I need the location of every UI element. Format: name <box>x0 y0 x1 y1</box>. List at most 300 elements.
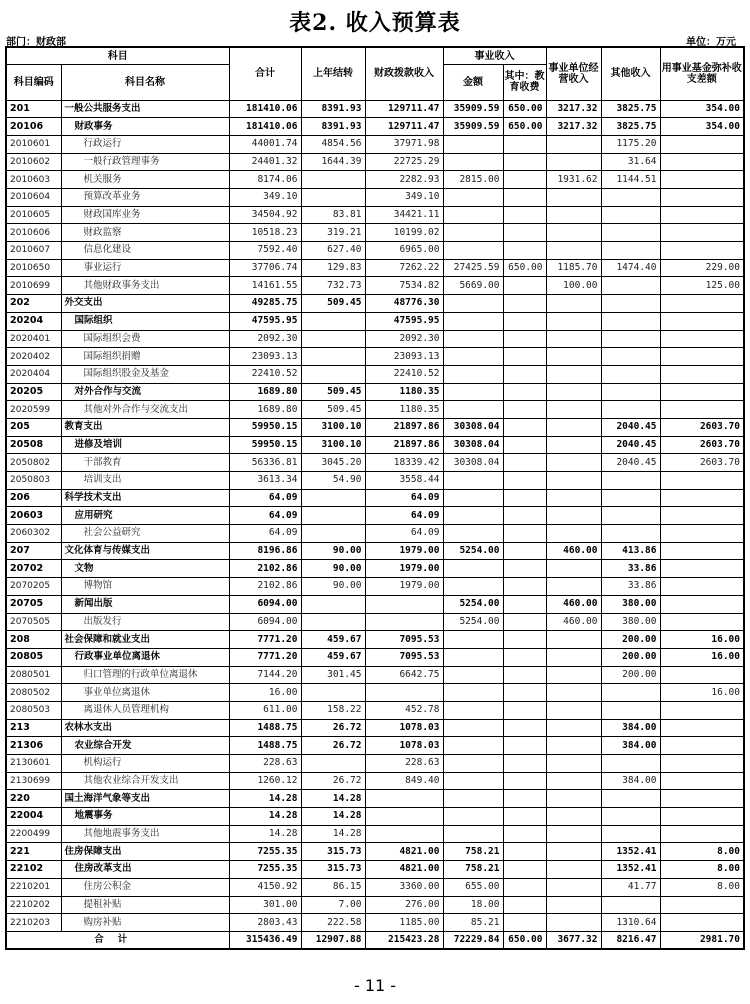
row-carryover <box>301 365 365 383</box>
row-operating <box>546 189 601 207</box>
row-other <box>601 489 660 507</box>
header-name: 科目名称 <box>61 65 229 100</box>
row-biz-amount <box>443 737 503 755</box>
row-carryover <box>301 595 365 613</box>
row-total: 64.09 <box>229 525 301 543</box>
row-carryover: 14.28 <box>301 790 365 808</box>
row-total: 349.10 <box>229 189 301 207</box>
row-total: 44001.74 <box>229 135 301 153</box>
row-biz-edu <box>503 825 546 843</box>
row-biz-amount: 35909.59 <box>443 118 503 136</box>
row-biz-edu <box>503 348 546 366</box>
row-code: 2200499 <box>6 825 61 843</box>
row-fiscal: 228.63 <box>365 755 443 773</box>
row-fiscal: 47595.95 <box>365 312 443 330</box>
row-name: 财政事务 <box>61 118 229 136</box>
row-name: 一般行政管理事务 <box>61 153 229 171</box>
row-fiscal: 1078.03 <box>365 719 443 737</box>
row-carryover <box>301 507 365 525</box>
row-fiscal: 276.00 <box>365 896 443 914</box>
row-fiscal: 1979.00 <box>365 542 443 560</box>
row-fund: 16.00 <box>660 648 744 666</box>
row-other <box>601 277 660 295</box>
header-biz-edu: 其中：教育收费 <box>503 65 546 100</box>
row-name: 事业运行 <box>61 259 229 277</box>
row-operating <box>546 896 601 914</box>
row-biz-amount <box>443 401 503 419</box>
row-carryover <box>301 330 365 348</box>
row-code: 22102 <box>6 861 61 879</box>
row-fund: 16.00 <box>660 631 744 649</box>
row-fund <box>660 772 744 790</box>
row-name: 事业单位离退休 <box>61 684 229 702</box>
total-total: 315436.49 <box>229 931 301 949</box>
row-total: 4150.92 <box>229 878 301 896</box>
row-operating <box>546 914 601 932</box>
row-name: 行政事业单位离退休 <box>61 648 229 666</box>
row-biz-amount: 27425.59 <box>443 259 503 277</box>
row-operating <box>546 808 601 826</box>
row-fiscal <box>365 790 443 808</box>
row-fund <box>660 525 744 543</box>
row-operating <box>546 365 601 383</box>
row-operating: 460.00 <box>546 595 601 613</box>
table-row <box>6 737 744 755</box>
row-other: 3825.75 <box>601 100 660 118</box>
row-name: 财政监察 <box>61 224 229 242</box>
row-total: 7771.20 <box>229 631 301 649</box>
row-operating <box>546 348 601 366</box>
row-total: 1488.75 <box>229 737 301 755</box>
row-total: 6094.00 <box>229 613 301 631</box>
row-biz-amount: 18.00 <box>443 896 503 914</box>
table-row <box>6 189 744 207</box>
row-biz-amount <box>443 348 503 366</box>
row-total: 34504.92 <box>229 206 301 224</box>
row-total: 7255.35 <box>229 843 301 861</box>
table-row <box>6 631 744 649</box>
total-operating: 3677.32 <box>546 931 601 949</box>
row-total: 301.00 <box>229 896 301 914</box>
header-carryover: 上年结转 <box>301 47 365 100</box>
row-biz-amount: 30308.04 <box>443 454 503 472</box>
row-other <box>601 755 660 773</box>
row-other: 1352.41 <box>601 861 660 879</box>
row-carryover: 459.67 <box>301 648 365 666</box>
row-code: 213 <box>6 719 61 737</box>
table-row <box>6 666 744 684</box>
row-biz-amount <box>443 224 503 242</box>
row-other <box>601 383 660 401</box>
row-fiscal: 2092.30 <box>365 330 443 348</box>
row-operating: 3217.32 <box>546 118 601 136</box>
row-operating <box>546 578 601 596</box>
table-row <box>6 613 744 631</box>
row-carryover: 315.73 <box>301 861 365 879</box>
row-fund <box>660 472 744 490</box>
row-fund <box>660 401 744 419</box>
row-operating <box>546 701 601 719</box>
table-row <box>6 684 744 702</box>
row-biz-edu <box>503 578 546 596</box>
table-header <box>6 47 744 100</box>
row-biz-amount <box>443 365 503 383</box>
row-other <box>601 312 660 330</box>
row-operating <box>546 525 601 543</box>
table-row <box>6 206 744 224</box>
row-total: 8174.06 <box>229 171 301 189</box>
table-row <box>6 472 744 490</box>
row-code: 2130699 <box>6 772 61 790</box>
row-code: 2010606 <box>6 224 61 242</box>
row-fiscal: 129711.47 <box>365 100 443 118</box>
department-label: 部门：财政部 <box>6 37 66 48</box>
row-total: 181410.06 <box>229 118 301 136</box>
row-other <box>601 295 660 313</box>
row-code: 2020599 <box>6 401 61 419</box>
row-fund <box>660 153 744 171</box>
row-biz-edu <box>503 489 546 507</box>
row-other <box>601 790 660 808</box>
row-fund: 354.00 <box>660 100 744 118</box>
row-carryover: 90.00 <box>301 542 365 560</box>
row-fund <box>660 224 744 242</box>
row-code: 2010650 <box>6 259 61 277</box>
row-biz-edu <box>503 542 546 560</box>
row-name: 博物馆 <box>61 578 229 596</box>
row-biz-amount <box>443 489 503 507</box>
row-name: 国土海洋气象等支出 <box>61 790 229 808</box>
table-row <box>6 755 744 773</box>
row-biz-edu: 650.00 <box>503 100 546 118</box>
row-carryover: 319.21 <box>301 224 365 242</box>
row-operating <box>546 825 601 843</box>
row-name: 其他财政事务支出 <box>61 277 229 295</box>
row-code: 20508 <box>6 436 61 454</box>
row-other: 33.86 <box>601 578 660 596</box>
row-biz-amount: 5254.00 <box>443 613 503 631</box>
row-carryover: 509.45 <box>301 295 365 313</box>
row-other <box>601 242 660 260</box>
row-code: 2010699 <box>6 277 61 295</box>
row-fund <box>660 560 744 578</box>
row-biz-edu <box>503 206 546 224</box>
row-fiscal: 2282.93 <box>365 171 443 189</box>
row-carryover <box>301 755 365 773</box>
row-carryover <box>301 613 365 631</box>
row-biz-edu: 650.00 <box>503 259 546 277</box>
row-operating <box>546 312 601 330</box>
table-body <box>6 100 744 931</box>
row-total: 14161.55 <box>229 277 301 295</box>
row-other: 380.00 <box>601 595 660 613</box>
table-row <box>6 808 744 826</box>
row-biz-amount: 85.21 <box>443 914 503 932</box>
row-name: 新闻出版 <box>61 595 229 613</box>
row-fiscal: 48776.30 <box>365 295 443 313</box>
row-biz-amount: 5254.00 <box>443 542 503 560</box>
row-total: 37706.74 <box>229 259 301 277</box>
row-fund <box>660 719 744 737</box>
row-fiscal: 1185.00 <box>365 914 443 932</box>
row-fiscal: 6965.00 <box>365 242 443 260</box>
row-code: 2130601 <box>6 755 61 773</box>
row-fiscal: 34421.11 <box>365 206 443 224</box>
row-other <box>601 365 660 383</box>
row-operating <box>546 790 601 808</box>
row-carryover: 90.00 <box>301 578 365 596</box>
row-biz-amount <box>443 507 503 525</box>
row-code: 2210203 <box>6 914 61 932</box>
header-other: 其他收入 <box>601 47 660 100</box>
row-fund: 8.00 <box>660 843 744 861</box>
row-name: 进修及培训 <box>61 436 229 454</box>
row-biz-edu <box>503 153 546 171</box>
row-other <box>601 330 660 348</box>
row-total: 7255.35 <box>229 861 301 879</box>
row-name: 国际组织股金及基金 <box>61 365 229 383</box>
row-name: 国际组织捐赠 <box>61 348 229 366</box>
row-operating <box>546 755 601 773</box>
row-name: 提租补贴 <box>61 896 229 914</box>
row-fund <box>660 383 744 401</box>
row-total: 2092.30 <box>229 330 301 348</box>
row-biz-edu <box>503 613 546 631</box>
row-other: 200.00 <box>601 631 660 649</box>
row-fiscal: 7262.22 <box>365 259 443 277</box>
row-fiscal <box>365 595 443 613</box>
row-operating <box>546 507 601 525</box>
row-other: 3825.75 <box>601 118 660 136</box>
row-carryover <box>301 171 365 189</box>
row-biz-amount <box>443 719 503 737</box>
row-fiscal: 4821.00 <box>365 843 443 861</box>
row-biz-edu <box>503 684 546 702</box>
row-carryover <box>301 489 365 507</box>
row-biz-edu <box>503 242 546 260</box>
table-row <box>6 560 744 578</box>
row-biz-amount: 655.00 <box>443 878 503 896</box>
row-biz-edu <box>503 666 546 684</box>
row-total: 6094.00 <box>229 595 301 613</box>
row-name: 文化体育与传媒支出 <box>61 542 229 560</box>
row-total: 7771.20 <box>229 648 301 666</box>
row-carryover: 86.15 <box>301 878 365 896</box>
table-row <box>6 100 744 118</box>
row-code: 20106 <box>6 118 61 136</box>
header-subject: 科目 <box>6 47 229 65</box>
row-total: 8196.86 <box>229 542 301 560</box>
total-row <box>6 931 744 949</box>
row-other <box>601 348 660 366</box>
row-biz-edu <box>503 135 546 153</box>
row-other: 200.00 <box>601 648 660 666</box>
row-name: 地震事务 <box>61 808 229 826</box>
row-total: 47595.95 <box>229 312 301 330</box>
row-carryover <box>301 525 365 543</box>
row-fund <box>660 135 744 153</box>
row-carryover <box>301 348 365 366</box>
table-row <box>6 843 744 861</box>
row-fund <box>660 825 744 843</box>
row-carryover: 222.58 <box>301 914 365 932</box>
row-fund <box>660 348 744 366</box>
total-biz-edu: 650.00 <box>503 931 546 949</box>
row-code: 20205 <box>6 383 61 401</box>
row-other: 384.00 <box>601 719 660 737</box>
row-fiscal: 22410.52 <box>365 365 443 383</box>
row-operating: 100.00 <box>546 277 601 295</box>
row-operating <box>546 666 601 684</box>
row-biz-amount <box>443 701 503 719</box>
row-biz-edu <box>503 383 546 401</box>
row-fiscal: 64.09 <box>365 525 443 543</box>
row-other <box>601 684 660 702</box>
row-fund <box>660 737 744 755</box>
row-operating <box>546 489 601 507</box>
header-total: 合计 <box>229 47 301 100</box>
row-name: 住房公积金 <box>61 878 229 896</box>
row-total: 64.09 <box>229 507 301 525</box>
row-biz-edu <box>503 843 546 861</box>
row-carryover: 158.22 <box>301 701 365 719</box>
table-row <box>6 861 744 879</box>
row-biz-amount: 35909.59 <box>443 100 503 118</box>
row-carryover: 7.00 <box>301 896 365 914</box>
table-row <box>6 595 744 613</box>
row-biz-edu <box>503 755 546 773</box>
row-name: 离退休人员管理机构 <box>61 701 229 719</box>
row-name: 对外合作与交流 <box>61 383 229 401</box>
table-row <box>6 295 744 313</box>
row-biz-amount: 758.21 <box>443 861 503 879</box>
row-biz-amount <box>443 560 503 578</box>
row-carryover: 509.45 <box>301 401 365 419</box>
row-total: 23093.13 <box>229 348 301 366</box>
table-row <box>6 383 744 401</box>
row-code: 20204 <box>6 312 61 330</box>
row-biz-edu <box>503 507 546 525</box>
row-total: 64.09 <box>229 489 301 507</box>
row-code: 20603 <box>6 507 61 525</box>
row-code: 206 <box>6 489 61 507</box>
row-carryover <box>301 189 365 207</box>
row-operating: 460.00 <box>546 542 601 560</box>
row-other: 1352.41 <box>601 843 660 861</box>
row-carryover: 14.28 <box>301 808 365 826</box>
row-biz-amount <box>443 295 503 313</box>
row-biz-edu <box>503 436 546 454</box>
row-biz-amount <box>443 153 503 171</box>
row-other: 31.64 <box>601 153 660 171</box>
row-code: 20805 <box>6 648 61 666</box>
row-carryover: 732.73 <box>301 277 365 295</box>
header-fund-deficit: 用事业基金弥补收支差额 <box>660 47 744 100</box>
row-biz-edu <box>503 454 546 472</box>
row-operating <box>546 878 601 896</box>
row-fund: 2603.70 <box>660 418 744 436</box>
table-row <box>6 914 744 932</box>
table-row <box>6 312 744 330</box>
row-biz-edu <box>503 224 546 242</box>
row-carryover: 3045.20 <box>301 454 365 472</box>
row-biz-amount <box>443 648 503 666</box>
row-fiscal: 3558.44 <box>365 472 443 490</box>
table-row <box>6 277 744 295</box>
row-total: 1260.12 <box>229 772 301 790</box>
row-operating <box>546 843 601 861</box>
row-biz-amount <box>443 206 503 224</box>
total-biz-amount: 72229.84 <box>443 931 503 949</box>
row-other: 41.77 <box>601 878 660 896</box>
row-code: 2020401 <box>6 330 61 348</box>
row-name: 干部教育 <box>61 454 229 472</box>
row-fiscal: 1180.35 <box>365 401 443 419</box>
row-operating <box>546 224 601 242</box>
row-carryover: 8391.93 <box>301 100 365 118</box>
row-total: 56336.81 <box>229 454 301 472</box>
unit-label: 单位：万元 <box>686 37 736 48</box>
row-code: 2050802 <box>6 454 61 472</box>
row-fiscal: 4821.00 <box>365 861 443 879</box>
row-carryover: 509.45 <box>301 383 365 401</box>
row-fiscal <box>365 684 443 702</box>
row-fiscal: 3360.00 <box>365 878 443 896</box>
row-operating <box>546 295 601 313</box>
row-code: 207 <box>6 542 61 560</box>
table-row <box>6 896 744 914</box>
row-biz-edu <box>503 719 546 737</box>
row-other: 200.00 <box>601 666 660 684</box>
row-carryover: 14.28 <box>301 825 365 843</box>
table-row <box>6 648 744 666</box>
row-biz-edu <box>503 312 546 330</box>
row-biz-amount: 758.21 <box>443 843 503 861</box>
row-other: 2040.45 <box>601 418 660 436</box>
row-carryover: 26.72 <box>301 772 365 790</box>
row-biz-amount <box>443 666 503 684</box>
row-name: 财政国库业务 <box>61 206 229 224</box>
row-fiscal <box>365 613 443 631</box>
row-fiscal: 7095.53 <box>365 648 443 666</box>
row-other: 33.86 <box>601 560 660 578</box>
table-row <box>6 790 744 808</box>
row-carryover: 459.67 <box>301 631 365 649</box>
row-code: 220 <box>6 790 61 808</box>
row-operating <box>546 631 601 649</box>
table-row <box>6 118 744 136</box>
row-carryover: 315.73 <box>301 843 365 861</box>
row-code: 2020402 <box>6 348 61 366</box>
row-carryover: 26.72 <box>301 719 365 737</box>
row-other <box>601 896 660 914</box>
table-row <box>6 242 744 260</box>
row-biz-amount <box>443 135 503 153</box>
row-operating <box>546 135 601 153</box>
row-name: 培训支出 <box>61 472 229 490</box>
row-fiscal: 37971.98 <box>365 135 443 153</box>
row-operating <box>546 242 601 260</box>
row-code: 2010603 <box>6 171 61 189</box>
row-other: 2040.45 <box>601 436 660 454</box>
row-code: 201 <box>6 100 61 118</box>
row-biz-edu <box>503 525 546 543</box>
row-carryover: 54.90 <box>301 472 365 490</box>
row-other <box>601 507 660 525</box>
row-name: 其他农业综合开发支出 <box>61 772 229 790</box>
row-fund <box>660 542 744 560</box>
row-biz-amount <box>443 808 503 826</box>
